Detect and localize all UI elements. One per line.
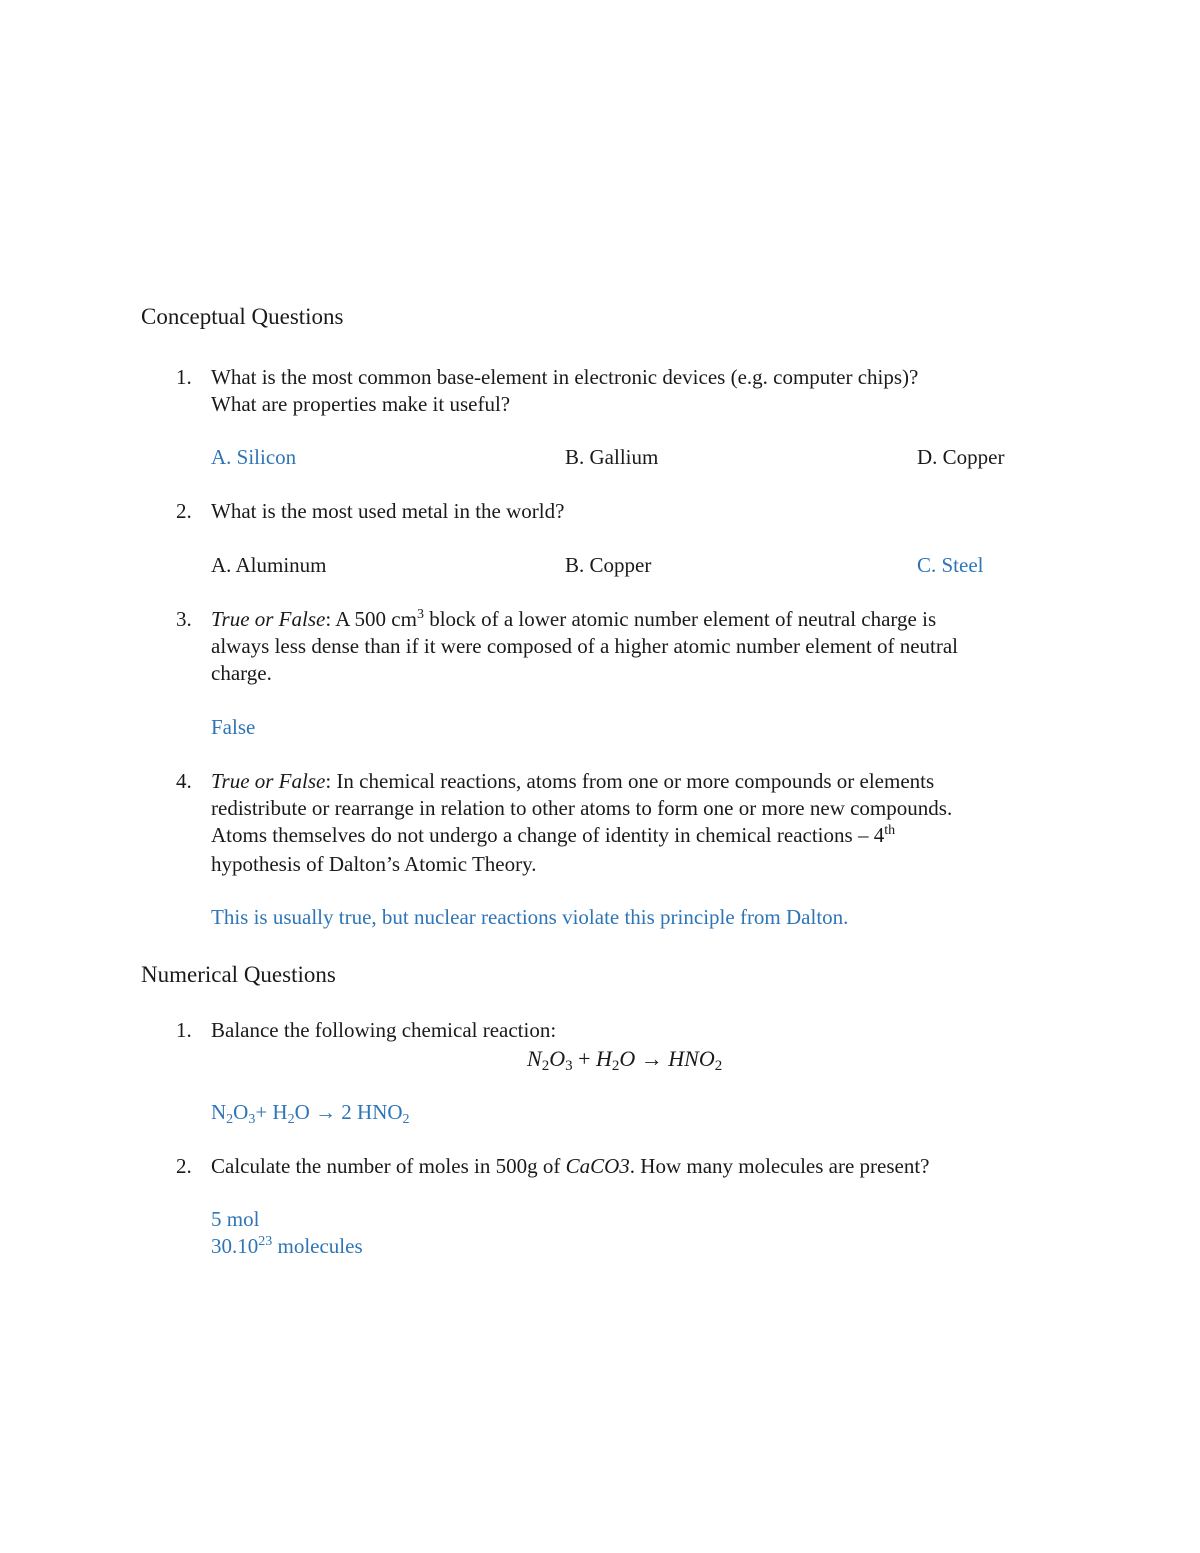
q4-true-false-label: True or False (211, 769, 326, 793)
conceptual-q3-number: 3. (176, 607, 192, 631)
conceptual-heading: Conceptual Questions (141, 304, 344, 329)
conceptual-q4-line1 (211, 768, 934, 795)
numerical-heading: Numerical Questions (141, 962, 336, 987)
q1-option-a: A. Silicon (211, 445, 297, 469)
q1-option-b: B. Gallium (565, 445, 659, 469)
q3-text-a: : A 500 cm (325, 607, 417, 631)
numerical-q2-number: 2. (176, 1154, 192, 1178)
reaction-equation: $N_2O_3 + H_2O \to HNO_2$ (527, 1046, 723, 1074)
numerical-q2-answer-molecules: 30.10$^{23}$ molecules (211, 1234, 363, 1258)
numerical-q1-answer: $N_2O_3+ H_2O \to 2$ $HNO_2$ (211, 1100, 410, 1127)
q2-option-a: A. Aluminum (211, 553, 327, 577)
numerical-q2-answer-moles: 5 mol (211, 1207, 260, 1231)
conceptual-q2-text: What is the most used metal in the world? (211, 499, 565, 523)
conceptual-q1-number: 1. (176, 365, 192, 389)
conceptual-q4-number: 4. (176, 769, 192, 793)
q4-answer: This is usually true, but nuclear reactions violate this principle from Dalton. (211, 905, 849, 929)
q3-text-b: block of a lower atomic number element of neutral charge is (423, 607, 937, 631)
conceptual-q4-line4: hypothesis of Dalton’s Atomic Theory. (211, 852, 537, 876)
conceptual-q3-line1 (211, 606, 936, 633)
caco3-formula: CaCO3 (565, 1154, 630, 1178)
q3-answer: False (211, 715, 256, 739)
q4-line3-text: Atoms themselves do not undergo a change of identity in chemical reactions – 4 (211, 823, 885, 847)
numerical-q1-text: Balance the following chemical reaction: (211, 1018, 557, 1042)
q2-option-b: B. Copper (565, 553, 652, 577)
q2-option-c: C. Steel (917, 553, 984, 577)
q3-true-false-label: True or False (211, 607, 326, 631)
conceptual-q4-line2: redistribute or rearrange in relation to other atoms to form one or more new compounds. (211, 796, 953, 820)
numerical-q1-number: 1. (176, 1018, 192, 1042)
conceptual-q1-line1: What is the most common base-element in electronic devices (e.g. computer chips)? (211, 365, 919, 389)
conceptual-q1-line2: What are properties make it useful? (211, 392, 511, 416)
conceptual-q3-line2: always less dense than if it were composed of a higher atomic number element of neutral (211, 634, 958, 658)
q3-superscript: 3 (416, 607, 424, 622)
conceptual-q2-number: 2. (176, 499, 192, 523)
q4-superscript: th (884, 823, 896, 838)
numerical-q2-text: Calculate the number of moles in 500g of CaCO3. How many molecules are present? (211, 1154, 930, 1178)
conceptual-q4-line3 (211, 822, 895, 849)
conceptual-q3-line3: charge. (211, 661, 272, 685)
q1-option-d: D. Copper (917, 445, 1005, 469)
q4-text: : In chemical reactions, atoms from one or more compounds or elements (325, 769, 935, 793)
